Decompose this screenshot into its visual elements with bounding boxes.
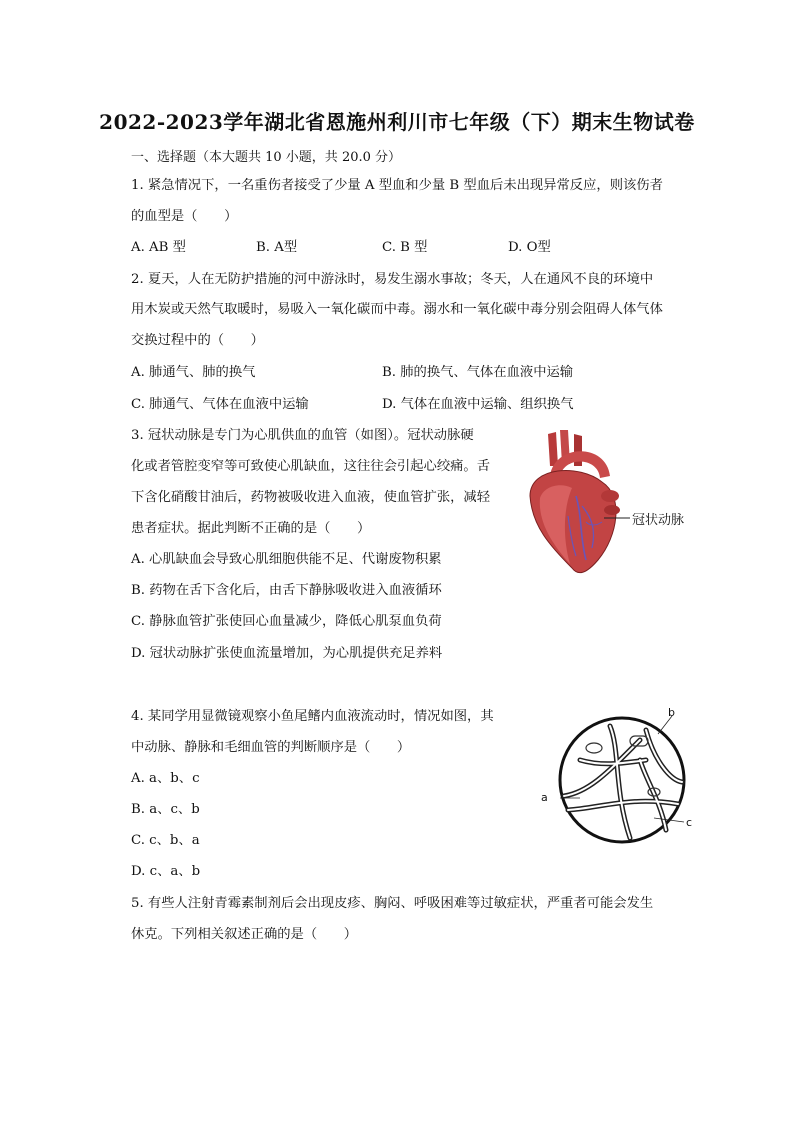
label-b: b <box>668 706 675 719</box>
q3-line4: 患者症状。据此判断不正确的是（ ） <box>131 521 371 536</box>
q2-option-d: D. 气体在血液中运输、组织换气 <box>382 397 574 412</box>
q1-option-b: B. A型 <box>256 240 298 255</box>
q4-line1: 4. 某同学用显微镜观察小鱼尾鳍内血液流动时，情况如图，其 <box>131 709 494 724</box>
q2-option-c: C. 肺通气、气体在血液中运输 <box>131 397 309 412</box>
page-title: 2022-2023学年湖北省恩施州利川市七年级（下）期末生物试卷 <box>99 110 695 134</box>
q1-option-c: C. B 型 <box>382 240 428 255</box>
coronary-artery-label: 冠状动脉 <box>632 513 685 528</box>
q1-line2: 的血型是（ ） <box>131 209 238 224</box>
q3-option-b: B. 药物在舌下含化后，由舌下静脉吸收进入血液循环 <box>131 583 442 598</box>
vessel-stub-1 <box>601 490 619 502</box>
heart-figure <box>520 426 630 576</box>
q2-line2: 用木炭或天然气取暖时，易吸入一氧化碳而中毒。溺水和一氧化碳中毒分别会阻碍人体气体 <box>131 302 663 317</box>
q1-option-a: A. AB 型 <box>131 240 186 255</box>
microscope-figure <box>550 700 700 850</box>
q2-option-b: B. 肺的换气、气体在血液中运输 <box>382 365 574 380</box>
q3-option-c: C. 静脉血管扩张使回心血量减少，降低心肌泵血负荷 <box>131 614 442 629</box>
q3-line1: 3. 冠状动脉是专门为心肌供血的血管（如图）。冠状动脉硬 <box>131 428 474 443</box>
q4-option-c: C. c、b、a <box>131 833 200 848</box>
q2-line1: 2. 夏天，人在无防护措施的河中游泳时，易发生溺水事故；冬天，人在通风不良的环境中 <box>131 272 654 287</box>
q4-line2: 中动脉、静脉和毛细血管的判断顺序是（ ） <box>131 740 411 755</box>
q2-line3: 交换过程中的（ ） <box>131 333 264 348</box>
q1-option-d: D. O型 <box>508 240 551 255</box>
q4-option-a: A. a、b、c <box>131 771 200 786</box>
heart-body <box>530 470 616 572</box>
q4-option-d: D. c、a、b <box>131 864 201 879</box>
label-c: c <box>686 816 693 829</box>
label-a: a <box>541 791 548 804</box>
q5-line1: 5. 有些人注射青霉素制剂后会出现皮疹、胸闷、呼吸困难等过敏症状，严重者可能会发生 <box>131 896 654 911</box>
q4-option-b: B. a、c、b <box>131 802 200 817</box>
q3-option-a: A. 心肌缺血会导致心肌细胞供能不足、代谢废物积累 <box>131 552 442 567</box>
q3-option-d: D. 冠状动脉扩张使血流量增加，为心肌提供充足养料 <box>131 646 443 661</box>
q5-line2: 休克。下列相关叙述正确的是（ ） <box>131 927 358 942</box>
vessel-stub-2 <box>604 505 620 515</box>
q3-line2: 化或者管腔变窄等可致使心肌缺血，这往往会引起心绞痛。舌 <box>131 459 491 474</box>
q2-option-a: A. 肺通气、肺的换气 <box>131 365 256 380</box>
q3-line3: 下含化硝酸甘油后，药物被吸收进入血液，使血管扩张，减轻 <box>131 490 491 505</box>
q1-line1: 1. 紧急情况下，一名重伤者接受了少量 A 型血和少量 B 型血后未出现异常反应，则该伤者 <box>131 178 663 193</box>
section-heading: 一、选择题（本大题共 10 小题，共 20.0 分） <box>131 150 402 165</box>
vessel-1 <box>548 432 558 466</box>
